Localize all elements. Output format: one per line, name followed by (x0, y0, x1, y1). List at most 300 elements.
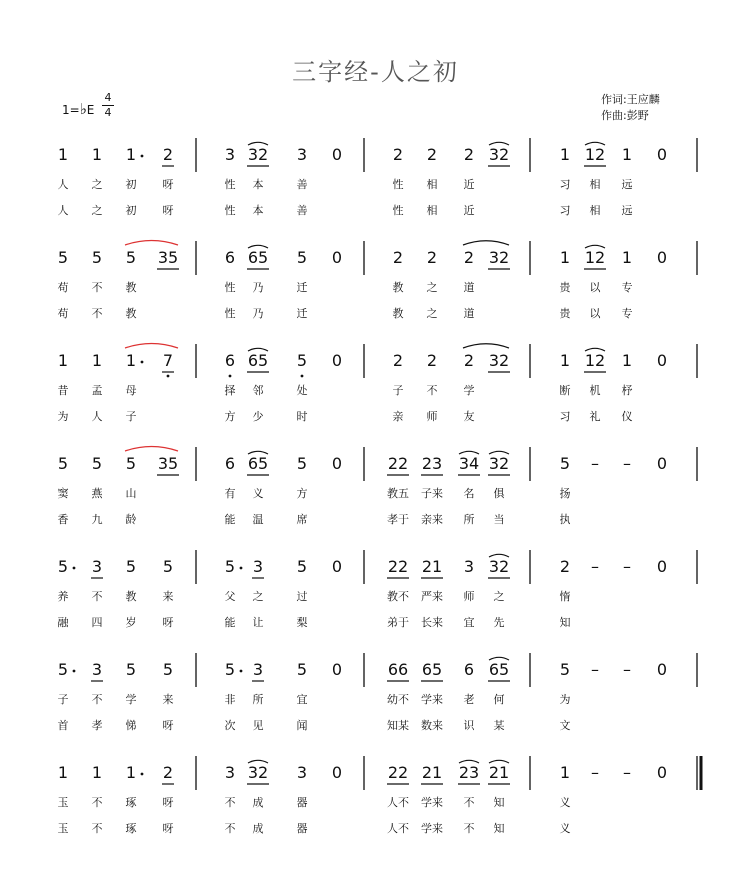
note: 1 (57, 145, 69, 164)
note: 5 (559, 454, 571, 473)
lyric-syllable: 梨 (296, 616, 308, 629)
note: 2 (559, 557, 571, 576)
augmentation-dot (141, 155, 144, 158)
note: 35 (157, 454, 179, 473)
lyric-syllable: 知 (493, 796, 505, 809)
lyric-syllable: 之 (426, 281, 438, 294)
note: 1 (57, 351, 69, 370)
note: 0 (331, 660, 343, 679)
note: 5 (296, 660, 308, 679)
lyric-syllable: 为 (57, 410, 69, 423)
note: 0 (656, 454, 668, 473)
tie-slur (463, 344, 509, 348)
note: – (591, 660, 599, 679)
lyric-syllable: 不 (426, 384, 438, 397)
lyric-syllable: 来 (162, 693, 174, 706)
note: 1 (559, 351, 571, 370)
low-octave-dot (167, 375, 170, 378)
note: 0 (331, 248, 343, 267)
lyric-syllable: 子 (125, 410, 137, 423)
lyricist-credit: 作词:王应麟 (601, 93, 660, 106)
note: 22 (387, 763, 409, 782)
lyric-syllable: 席 (296, 513, 308, 526)
page-title: 三字经-人之初 (292, 58, 459, 86)
note: 32 (488, 145, 510, 164)
lyric-syllable: 器 (296, 796, 308, 809)
lyric-syllable: 非 (224, 693, 236, 706)
key-prefix: 1= (62, 103, 80, 117)
lyric-syllable: 本 (252, 204, 264, 217)
note: 1 (125, 763, 137, 782)
lyric-syllable: 名 (463, 487, 475, 500)
lyric-syllable: 义 (559, 796, 571, 809)
lyric-syllable: 之 (252, 590, 264, 603)
lyric-syllable: 义 (252, 487, 264, 500)
lyric-syllable: 方 (296, 487, 308, 500)
note: 66 (387, 660, 409, 679)
lyric-syllable: 悌 (125, 719, 137, 732)
lyric-syllable: 相 (426, 204, 438, 217)
lyric-syllable: 不 (91, 307, 103, 320)
lyric-syllable: 次 (224, 719, 236, 732)
note: 0 (331, 763, 343, 782)
note: 1 (125, 145, 137, 164)
lyric-syllable: 友 (463, 410, 475, 423)
note: 32 (247, 763, 269, 782)
lyric-syllable: 乃 (252, 281, 264, 294)
note: 1 (91, 351, 103, 370)
lyric-syllable: 子 (57, 693, 69, 706)
lyric-syllable: 识 (463, 719, 475, 732)
note: 1 (621, 248, 633, 267)
note: 5 (296, 351, 308, 370)
lyric-syllable: 弟于 (387, 616, 409, 629)
lyric-syllable: 性 (224, 307, 236, 320)
note: 0 (331, 557, 343, 576)
note: 2 (392, 351, 404, 370)
note: 22 (387, 454, 409, 473)
lyric-syllable: 本 (252, 178, 264, 191)
lyric-syllable: 琢 (125, 796, 137, 809)
lyric-syllable: 之 (493, 590, 505, 603)
lyric-syllable: 择 (224, 384, 236, 397)
note: 2 (162, 763, 174, 782)
note: 3 (296, 145, 308, 164)
note: – (591, 454, 599, 473)
lyric-syllable: 学来 (421, 693, 443, 706)
note: 6 (463, 660, 475, 679)
lyric-syllable: 母 (125, 384, 137, 397)
lyric-syllable: 惰 (559, 590, 571, 603)
lyric-syllable: 不 (224, 822, 236, 835)
note: 12 (584, 145, 606, 164)
low-octave-dot (229, 375, 232, 378)
lyric-syllable: 教 (125, 590, 137, 603)
note: 2 (426, 248, 438, 267)
lyric-syllable: 为 (559, 693, 571, 706)
lyric-syllable: 性 (392, 178, 404, 191)
lyric-syllable: 道 (463, 307, 475, 320)
note: 5 (57, 557, 69, 576)
note: 32 (488, 351, 510, 370)
lyric-syllable: 呀 (162, 204, 174, 217)
lyric-syllable: 让 (252, 616, 264, 629)
lyric-syllable: 呀 (162, 822, 174, 835)
note: 12 (584, 248, 606, 267)
note: 5 (296, 557, 308, 576)
note: 0 (331, 454, 343, 473)
lyric-syllable: 孝 (91, 719, 103, 732)
lyric-syllable: 孟 (91, 384, 103, 397)
lyric-syllable: 人不 (387, 796, 409, 809)
lyric-syllable: 有 (224, 487, 236, 500)
note: 2 (463, 351, 475, 370)
lyric-syllable: 处 (296, 384, 308, 397)
augmentation-dot (141, 773, 144, 776)
note: 6 (224, 454, 236, 473)
note: 5 (296, 454, 308, 473)
note: 21 (488, 763, 510, 782)
lyric-syllable: 学来 (421, 796, 443, 809)
note: 0 (656, 660, 668, 679)
lyric-syllable: 子 (392, 384, 404, 397)
key-note: E (86, 103, 95, 117)
note: – (623, 660, 631, 679)
lyric-syllable: 习 (559, 204, 571, 217)
note: 1 (559, 763, 571, 782)
lyric-syllable: 过 (296, 590, 308, 603)
note: 65 (421, 660, 443, 679)
lyric-syllable: 所 (252, 693, 264, 706)
note: 32 (488, 557, 510, 576)
lyric-syllable: 教五 (387, 487, 409, 500)
note: 32 (488, 248, 510, 267)
time-bottom: 4 (104, 106, 112, 119)
lyric-syllable: 器 (296, 822, 308, 835)
note: 5 (296, 248, 308, 267)
lyric-syllable: 所 (463, 513, 475, 526)
lyric-syllable: 闻 (296, 719, 308, 732)
note: 32 (488, 454, 510, 473)
lyric-syllable: 善 (296, 204, 308, 217)
lyric-syllable: 教 (392, 281, 404, 294)
note: 34 (458, 454, 480, 473)
lyric-syllable: 呀 (162, 796, 174, 809)
lyric-syllable: 近 (463, 178, 475, 191)
lyric-syllable: 教不 (387, 590, 409, 603)
lyric-syllable: 时 (296, 410, 308, 423)
lyric-syllable: 融 (57, 616, 69, 629)
note: 7 (162, 351, 174, 370)
lyric-syllable: 初 (125, 204, 137, 217)
tie-slur (125, 447, 178, 452)
lyric-syllable: 义 (559, 822, 571, 835)
lyric-syllable: 不 (91, 281, 103, 294)
lyric-syllable: 燕 (91, 487, 103, 500)
lyric-syllable: 知 (493, 822, 505, 835)
note: 0 (656, 763, 668, 782)
lyric-syllable: 呀 (162, 616, 174, 629)
note: 1 (621, 145, 633, 164)
lyric-syllable: 性 (224, 204, 236, 217)
lyric-syllable: 幼不 (387, 693, 409, 706)
note: 5 (91, 248, 103, 267)
lyric-syllable: 之 (426, 307, 438, 320)
lyric-syllable: 杼 (621, 384, 633, 397)
lyric-syllable: 严来 (421, 590, 443, 603)
lyric-syllable: 老 (463, 693, 475, 706)
lyric-syllable: 知 (559, 616, 571, 629)
note: 5 (224, 557, 236, 576)
note: – (623, 454, 631, 473)
note: 35 (157, 248, 179, 267)
note: 3 (91, 660, 103, 679)
note: 6 (224, 248, 236, 267)
lyric-syllable: 不 (463, 796, 475, 809)
lyric-syllable: 琢 (125, 822, 137, 835)
lyric-syllable: 教 (392, 307, 404, 320)
lyric-syllable: 机 (589, 384, 601, 397)
augmentation-dot (141, 361, 144, 364)
note: 1 (57, 763, 69, 782)
note: 2 (426, 145, 438, 164)
note: 5 (125, 557, 137, 576)
lyric-syllable: 能 (224, 616, 236, 629)
lyric-syllable: 邻 (252, 384, 264, 397)
lyric-syllable: 性 (392, 204, 404, 217)
lyric-syllable: 首 (57, 719, 69, 732)
lyric-syllable: 相 (589, 204, 601, 217)
lyric-syllable: 教 (125, 307, 137, 320)
lyric-syllable: 远 (621, 178, 633, 191)
note: – (623, 763, 631, 782)
note: 5 (57, 454, 69, 473)
note: 3 (224, 145, 236, 164)
lyric-syllable: 四 (91, 616, 103, 629)
note: 2 (463, 248, 475, 267)
lyric-syllable: 性 (224, 178, 236, 191)
time-top: 4 (104, 91, 112, 104)
flat-sign: ♭ (79, 100, 87, 118)
composer-credit: 作曲:彭野 (601, 109, 649, 122)
lyric-syllable: 宜 (463, 616, 475, 629)
note: 21 (421, 557, 443, 576)
note: 32 (247, 145, 269, 164)
note: 21 (421, 763, 443, 782)
lyric-syllable: 执 (559, 513, 571, 526)
tie-slur (125, 241, 178, 246)
lyric-syllable: 九 (91, 513, 103, 526)
lyric-syllable: 苟 (57, 307, 69, 320)
lyric-syllable: 呀 (162, 719, 174, 732)
lyric-syllable: 性 (224, 281, 236, 294)
note: 0 (331, 351, 343, 370)
lyric-syllable: 迁 (296, 307, 308, 320)
lyric-syllable: 初 (125, 178, 137, 191)
note: 65 (247, 248, 269, 267)
lyric-syllable: 之 (91, 178, 103, 191)
tie-slur (463, 241, 509, 245)
lyric-syllable: 父 (224, 590, 236, 603)
note: 5 (57, 660, 69, 679)
note: 3 (224, 763, 236, 782)
note: 5 (125, 660, 137, 679)
note: 1 (621, 351, 633, 370)
low-octave-dot (301, 375, 304, 378)
note: 1 (559, 145, 571, 164)
note: 0 (656, 145, 668, 164)
note: 5 (224, 660, 236, 679)
note: 1 (559, 248, 571, 267)
lyric-syllable: 何 (493, 693, 505, 706)
note: 12 (584, 351, 606, 370)
lyric-syllable: 专 (621, 281, 633, 294)
lyric-syllable: 专 (621, 307, 633, 320)
note: 2 (463, 145, 475, 164)
lyric-syllable: 道 (463, 281, 475, 294)
lyric-syllable: 香 (57, 513, 69, 526)
lyric-syllable: 俱 (493, 487, 505, 500)
lyric-syllable: 之 (91, 204, 103, 217)
augmentation-dot (73, 567, 76, 570)
lyric-syllable: 不 (91, 590, 103, 603)
lyric-syllable: 不 (463, 822, 475, 835)
lyric-syllable: 不 (224, 796, 236, 809)
lyric-syllable: 长来 (421, 616, 443, 629)
lyric-syllable: 习 (559, 178, 571, 191)
lyric-syllable: 贵 (559, 307, 571, 320)
lyric-syllable: 断 (559, 384, 571, 397)
note: 0 (656, 557, 668, 576)
lyric-syllable: 宜 (296, 693, 308, 706)
note: 2 (392, 248, 404, 267)
lyric-syllable: 教 (125, 281, 137, 294)
lyric-syllable: 人 (57, 204, 69, 217)
tie-slur (125, 344, 178, 349)
lyric-syllable: 玉 (57, 822, 69, 835)
note: 0 (656, 351, 668, 370)
lyric-syllable: 以 (589, 307, 601, 320)
lyric-syllable: 知某 (387, 719, 409, 732)
note: – (591, 763, 599, 782)
lyric-syllable: 习 (559, 410, 571, 423)
lyric-syllable: 人 (57, 178, 69, 191)
lyric-syllable: 少 (252, 410, 264, 423)
lyric-syllable: 苟 (57, 281, 69, 294)
note: 22 (387, 557, 409, 576)
lyric-syllable: 昔 (57, 384, 69, 397)
lyric-syllable: 当 (493, 513, 505, 526)
note: 5 (91, 454, 103, 473)
lyric-syllable: 迁 (296, 281, 308, 294)
lyric-syllable: 学 (125, 693, 137, 706)
lyric-syllable: 人 (91, 410, 103, 423)
lyric-syllable: 来 (162, 590, 174, 603)
note: 65 (247, 454, 269, 473)
note: 0 (331, 145, 343, 164)
lyric-syllable: 呀 (162, 178, 174, 191)
lyric-syllable: 成 (252, 822, 264, 835)
note: 2 (392, 145, 404, 164)
note: 23 (421, 454, 443, 473)
lyric-syllable: 不 (91, 693, 103, 706)
lyric-syllable: 以 (589, 281, 601, 294)
note: 5 (559, 660, 571, 679)
note: 5 (162, 557, 174, 576)
note: 1 (125, 351, 137, 370)
lyric-syllable: 山 (125, 487, 137, 500)
lyric-syllable: 方 (224, 410, 236, 423)
note: 23 (458, 763, 480, 782)
note: 1 (91, 763, 103, 782)
note: 3 (296, 763, 308, 782)
lyric-syllable: 不 (91, 796, 103, 809)
lyric-syllable: 学来 (421, 822, 443, 835)
lyric-syllable: 乃 (252, 307, 264, 320)
note: 2 (426, 351, 438, 370)
lyric-syllable: 礼 (589, 410, 601, 423)
lyric-syllable: 先 (493, 616, 505, 629)
lyric-syllable: 相 (589, 178, 601, 191)
lyric-syllable: 见 (252, 719, 264, 732)
note: 0 (656, 248, 668, 267)
note: 5 (162, 660, 174, 679)
note: 5 (125, 454, 137, 473)
note: 3 (91, 557, 103, 576)
note: 65 (488, 660, 510, 679)
note: 3 (252, 557, 264, 576)
note: 2 (162, 145, 174, 164)
note: 3 (463, 557, 475, 576)
lyric-syllable: 远 (621, 204, 633, 217)
lyric-syllable: 岁 (125, 616, 137, 629)
lyric-syllable: 玉 (57, 796, 69, 809)
note: 5 (57, 248, 69, 267)
lyric-syllable: 善 (296, 178, 308, 191)
augmentation-dot (73, 670, 76, 673)
lyric-syllable: 贵 (559, 281, 571, 294)
lyric-syllable: 子来 (421, 487, 443, 500)
lyric-syllable: 成 (252, 796, 264, 809)
lyric-syllable: 文 (559, 719, 571, 732)
note: 6 (224, 351, 236, 370)
note: 3 (252, 660, 264, 679)
note: 65 (247, 351, 269, 370)
lyric-syllable: 师 (426, 410, 438, 423)
lyric-syllable: 养 (57, 590, 69, 603)
lyric-syllable: 相 (426, 178, 438, 191)
lyric-syllable: 学 (463, 384, 475, 397)
lyric-syllable: 能 (224, 513, 236, 526)
note: – (591, 557, 599, 576)
lyric-syllable: 某 (493, 719, 505, 732)
lyric-syllable: 不 (91, 822, 103, 835)
lyric-syllable: 亲 (392, 410, 404, 423)
lyric-syllable: 温 (252, 513, 264, 526)
lyric-syllable: 近 (463, 204, 475, 217)
augmentation-dot (240, 670, 243, 673)
lyric-syllable: 师 (463, 590, 475, 603)
note: – (623, 557, 631, 576)
lyric-syllable: 龄 (125, 513, 137, 526)
note: 5 (125, 248, 137, 267)
lyric-syllable: 数来 (421, 719, 443, 732)
note: 1 (91, 145, 103, 164)
lyric-syllable: 人不 (387, 822, 409, 835)
augmentation-dot (240, 567, 243, 570)
lyric-syllable: 窦 (57, 487, 69, 500)
lyric-syllable: 扬 (559, 487, 571, 500)
